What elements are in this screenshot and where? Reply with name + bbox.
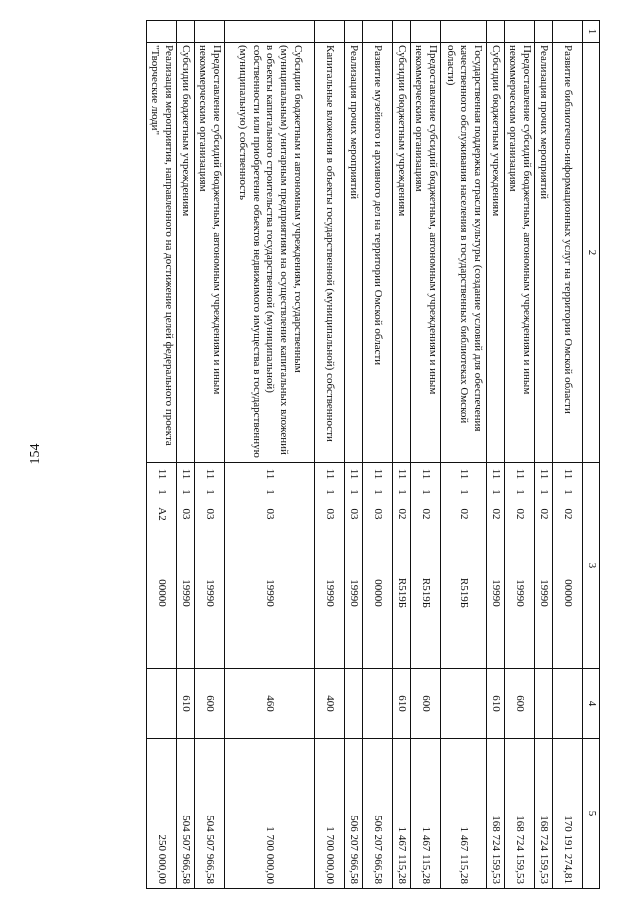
row-name: Субсидии бюджетным учреждениям (177, 43, 195, 463)
code-part-1: 11 (490, 468, 503, 480)
table-row (487, 21, 505, 889)
code-part-2: 1 (264, 489, 277, 495)
code-part-1: 11 (204, 468, 217, 480)
table-row (505, 21, 535, 889)
row-amount: 1 467 115,28 (411, 739, 441, 889)
table-row (363, 21, 393, 889)
table-row (177, 21, 195, 889)
code-part-1: 11 (514, 468, 527, 480)
row-name: Государственная поддержка отрасли культуры (создание условий для обеспечения качественного обслуживания населения в государственных библиотеках Омской области) (441, 43, 487, 463)
code-part-2: 1 (538, 489, 551, 495)
code-part-1: 11 (562, 468, 575, 480)
row-number-cell (393, 21, 411, 43)
header-col-1: 1 (583, 21, 600, 43)
table-row (315, 21, 345, 889)
code-part-2: 1 (490, 489, 503, 495)
table-row (441, 21, 487, 889)
row-group (535, 669, 553, 739)
row-code (363, 463, 393, 669)
code-part-2: 1 (156, 489, 169, 495)
row-number-cell (195, 21, 225, 43)
code-part-3: 03 (372, 508, 385, 520)
row-group: 610 (393, 669, 411, 739)
row-number-cell (147, 21, 177, 43)
row-name: Реализация мероприятия, направленного на достижение целей федерального проекта "Творческие люди" (147, 43, 177, 463)
row-name: Субсидии бюджетным учреждениям (393, 43, 411, 463)
row-amount: 1 700 000,00 (315, 739, 345, 889)
header-col-5: 5 (583, 739, 600, 889)
code-part-2: 1 (420, 489, 433, 495)
code-part-1: 11 (156, 468, 169, 480)
row-code (535, 463, 553, 669)
row-group: 600 (195, 669, 225, 739)
row-group: 600 (411, 669, 441, 739)
row-name: Предоставление субсидий бюджетным, автономным учреждениям и иным некоммерческим организациям (195, 43, 225, 463)
code-part-1: 11 (324, 468, 337, 480)
row-number-cell (505, 21, 535, 43)
code-part-3: 02 (562, 508, 575, 520)
code-part-5: 00000 (562, 579, 575, 607)
code-part-5: 00000 (156, 579, 169, 607)
row-group: 400 (315, 669, 345, 739)
code-part-2: 1 (458, 489, 471, 495)
row-name: Предоставление субсидий бюджетным, автономным учреждениям и иным некоммерческим организациям (505, 43, 535, 463)
row-name: Развитие библиотечно-информационных услуг на территории Омской области (553, 43, 583, 463)
code-part-1: 11 (372, 468, 385, 480)
code-part-3: 02 (420, 508, 433, 520)
code-part-5: R519Б (458, 577, 471, 609)
row-number-cell (225, 21, 315, 43)
code-part-3: 02 (538, 508, 551, 520)
table-row (225, 21, 315, 889)
code-part-1: 11 (458, 468, 471, 480)
row-group (553, 669, 583, 739)
row-group: 600 (505, 669, 535, 739)
table-row (393, 21, 411, 889)
row-group (363, 669, 393, 739)
row-code (553, 463, 583, 669)
row-amount: 1 700 000,00 (225, 739, 315, 889)
code-part-2: 1 (396, 489, 409, 495)
row-amount: 250 000,00 (147, 739, 177, 889)
row-group (441, 669, 487, 739)
row-amount: 1 467 115,28 (441, 739, 487, 889)
row-name: Субсидии бюджетным учреждениям (487, 43, 505, 463)
code-part-5: R519Б (420, 577, 433, 609)
code-part-3: 02 (514, 508, 527, 520)
table-row (553, 21, 583, 889)
code-part-5: 19990 (514, 579, 527, 607)
row-code (393, 463, 411, 669)
budget-table (146, 20, 600, 889)
row-amount: 506 207 966,58 (363, 739, 393, 889)
code-part-3: 03 (204, 508, 217, 520)
row-group (147, 669, 177, 739)
code-part-3: 02 (396, 508, 409, 520)
code-part-3: 02 (490, 508, 503, 520)
code-part-3: 03 (324, 508, 337, 520)
row-code (225, 463, 315, 669)
row-group: 610 (487, 669, 505, 739)
code-part-3: 03 (348, 508, 361, 520)
row-number-cell (411, 21, 441, 43)
row-group: 460 (225, 669, 315, 739)
header-col-3: 3 (583, 463, 600, 669)
code-part-5: 19990 (348, 579, 361, 607)
rotated-table-container (70, 20, 600, 888)
table-body (147, 21, 583, 889)
row-code (505, 463, 535, 669)
code-part-3: 03 (180, 508, 193, 520)
code-part-5: 19990 (180, 579, 193, 607)
code-part-5: 19990 (490, 579, 503, 607)
code-part-2: 1 (562, 489, 575, 495)
code-part-3: А2 (156, 507, 169, 521)
row-name: Развитие музейного и архивного дел на территории Омской области (363, 43, 393, 463)
code-part-5: 19990 (324, 579, 337, 607)
code-part-2: 1 (180, 489, 193, 495)
row-number-cell (177, 21, 195, 43)
code-part-2: 1 (514, 489, 527, 495)
row-code (315, 463, 345, 669)
row-number-cell (553, 21, 583, 43)
row-code (147, 463, 177, 669)
code-part-5: 19990 (264, 579, 277, 607)
header-col-4: 4 (583, 669, 600, 739)
row-code (411, 463, 441, 669)
code-part-1: 11 (538, 468, 551, 480)
table-row (345, 21, 363, 889)
code-part-1: 11 (180, 468, 193, 480)
code-part-1: 11 (348, 468, 361, 480)
row-group (345, 669, 363, 739)
row-number-cell (487, 21, 505, 43)
row-amount: 1 467 115,28 (393, 739, 411, 889)
row-code (345, 463, 363, 669)
code-part-2: 1 (324, 489, 337, 495)
code-part-2: 1 (372, 489, 385, 495)
table-row (411, 21, 441, 889)
header-row (583, 21, 600, 889)
row-number-cell (535, 21, 553, 43)
code-part-1: 11 (420, 468, 433, 480)
row-number-cell (441, 21, 487, 43)
row-group: 610 (177, 669, 195, 739)
row-code (441, 463, 487, 669)
code-part-3: 02 (458, 508, 471, 520)
header-col-2: 2 (583, 43, 600, 463)
row-amount: 168 724 159,53 (487, 739, 505, 889)
row-number-cell (363, 21, 393, 43)
code-part-2: 1 (348, 489, 361, 495)
row-code (487, 463, 505, 669)
code-part-5: 00000 (372, 579, 385, 607)
row-name: Капитальные вложения в объекты государственной (муниципальной) собственности (315, 43, 345, 463)
row-number-cell (345, 21, 363, 43)
table-row (147, 21, 177, 889)
row-amount: 168 724 159,53 (535, 739, 553, 889)
row-amount: 506 207 966,58 (345, 739, 363, 889)
code-part-2: 1 (204, 489, 217, 495)
code-part-1: 11 (396, 468, 409, 480)
row-amount: 504 507 966,58 (195, 739, 225, 889)
row-amount: 170 191 274,81 (553, 739, 583, 889)
code-part-1: 11 (264, 468, 277, 480)
table-row (535, 21, 553, 889)
code-part-3: 03 (264, 508, 277, 520)
code-part-5: 19990 (538, 579, 551, 607)
row-name: Реализация прочих мероприятий (345, 43, 363, 463)
row-code (177, 463, 195, 669)
row-amount: 504 507 966,58 (177, 739, 195, 889)
row-amount: 168 724 159,53 (505, 739, 535, 889)
code-part-5: R519Б (396, 577, 409, 609)
row-name: Субсидии бюджетным и автономным учреждениям, государственным (муниципальным) унитарным предприятиям на осуществление капитальных вложений в объекты капитального строительства государственной (муниципальной) собственности или приобретение объектов недвижимого имущества в государственную (муниципальную) собственность (225, 43, 315, 463)
row-name: Реализация прочих мероприятий (535, 43, 553, 463)
page-number: 154 (28, 443, 43, 465)
row-code (195, 463, 225, 669)
row-name: Предоставление субсидий бюджетным, автономным учреждениям и иным некоммерческим организациям (411, 43, 441, 463)
table-row (195, 21, 225, 889)
row-number-cell (315, 21, 345, 43)
code-part-5: 19990 (204, 579, 217, 607)
